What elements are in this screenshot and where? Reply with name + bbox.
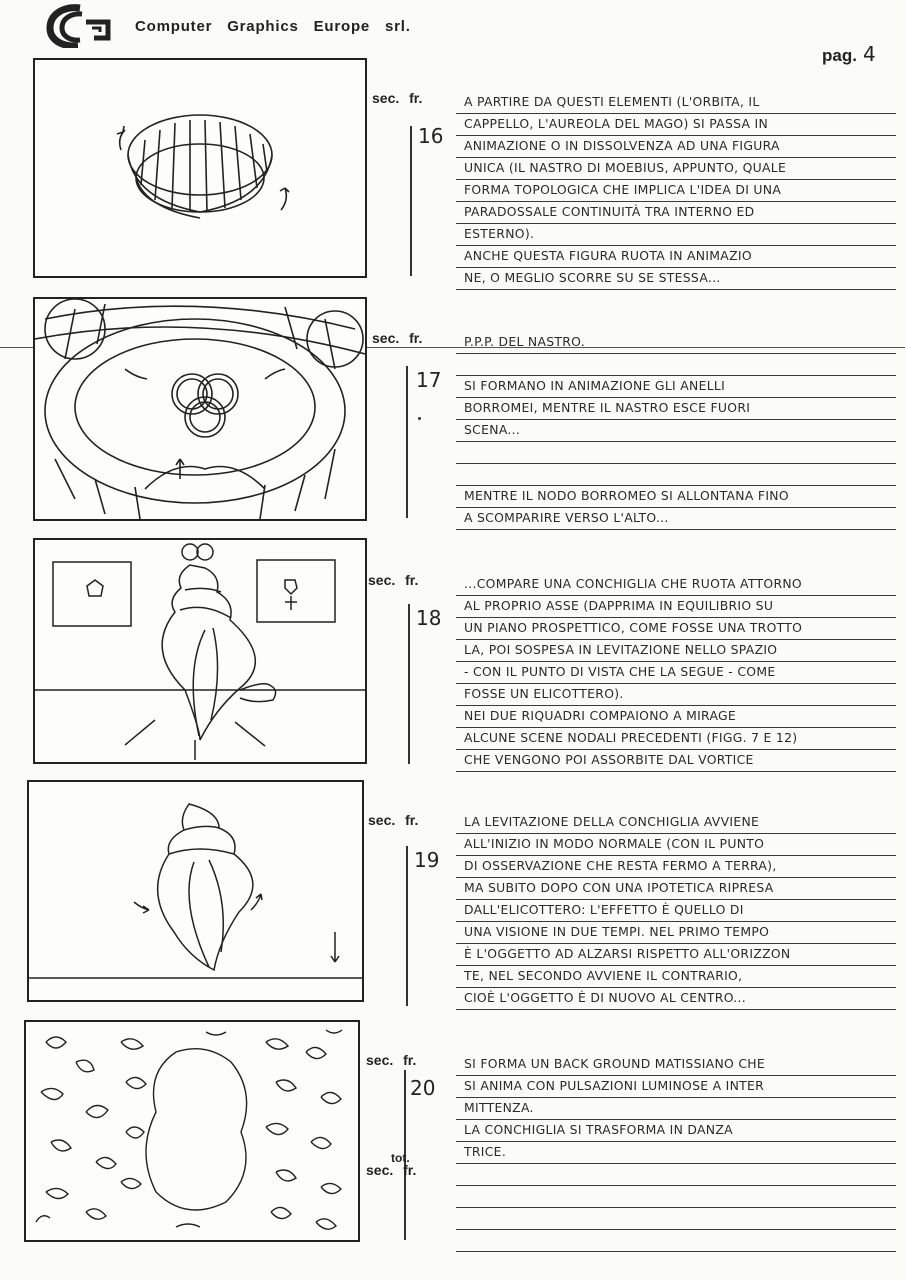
text-line — [456, 1186, 896, 1208]
shot-divider-16 — [410, 126, 412, 276]
text-line: ALL'INIZIO IN MODO NORMALE (CON IL PUNTO — [456, 834, 896, 856]
tot-sec-fr-label: sec. fr. — [366, 1162, 417, 1178]
text-line: MENTRE IL NODO BORROMEO SI ALLONTANA FINO — [456, 486, 896, 508]
storyboard-frame-16 — [33, 58, 367, 278]
storyboard-frame-18 — [33, 538, 367, 764]
sec-fr-label-19: sec. fr. — [368, 812, 419, 828]
text-line: LA, POI SOSPESA IN LEVITAZIONE NELLO SPAZIO — [456, 640, 896, 662]
text-line — [456, 1230, 896, 1252]
text-line: A PARTIRE DA QUESTI ELEMENTI (L'ORBITA, IL — [456, 92, 896, 114]
shot-number-19: 19 — [414, 848, 440, 872]
matisse-background-sketch — [26, 1022, 358, 1240]
text-line: ESTERNO). — [456, 224, 896, 246]
storyboard-frame-17 — [33, 297, 367, 521]
text-line: DALL'ELICOTTERO: L'EFFETTO È QUELLO DI — [456, 900, 896, 922]
text-line: CIOÈ L'OGGETTO È DI NUOVO AL CENTRO... — [456, 988, 896, 1010]
moebius-strip-sketch — [35, 60, 365, 276]
page-label: pag. — [822, 46, 857, 65]
shot-description-17 — [456, 332, 896, 530]
text-line: SI FORMA UN BACK GROUND MATISSIANO CHE — [456, 1054, 896, 1076]
shot-description-18 — [456, 574, 896, 772]
text-line — [456, 464, 896, 486]
text-line: CHE VENGONO POI ASSORBITE DAL VORTICE — [456, 750, 896, 772]
text-line: PARADOSSALE CONTINUITÀ TRA INTERNO ED — [456, 202, 896, 224]
text-line: LA CONCHIGLIA SI TRASFORMA IN DANZA — [456, 1120, 896, 1142]
text-line: FOSSE UN ELICOTTERO). — [456, 684, 896, 706]
text-line: A SCOMPARIRE VERSO L'ALTO... — [456, 508, 896, 530]
text-line: UN PIANO PROSPETTICO, COME FOSSE UNA TROTTO — [456, 618, 896, 640]
sec-fr-label-16: sec. fr. — [372, 90, 423, 106]
text-line — [456, 354, 896, 376]
text-line — [456, 1164, 896, 1186]
text-line: ALCUNE SCENE NODALI PRECEDENTI (FIGG. 7 E 12) — [456, 728, 896, 750]
text-line: CAPPELLO, L'AUREOLA DEL MAGO) SI PASSA IN — [456, 114, 896, 136]
storyboard-frame-19 — [27, 780, 364, 1002]
text-line: MA SUBITO DOPO CON UNA IPOTETICA RIPRESA — [456, 878, 896, 900]
levitating-shell-sketch — [29, 782, 362, 1000]
text-line: NE, O MEGLIO SCORRE SU SE STESSA... — [456, 268, 896, 290]
text-line: UNICA (IL NASTRO DI MOEBIUS, APPUNTO, QUALE — [456, 158, 896, 180]
company-logo — [42, 4, 120, 48]
shot-number-20: 20 — [410, 1076, 436, 1100]
borromean-rings-sketch — [35, 299, 365, 519]
text-line: È L'OGGETTO AD ALZARSI RISPETTO ALL'ORIZZON — [456, 944, 896, 966]
shell-with-frames-sketch — [35, 540, 365, 762]
tot-label: tot. — [391, 1151, 410, 1165]
shot-description-19 — [456, 812, 896, 1010]
sec-fr-label-17: sec. fr. — [372, 330, 423, 346]
text-line: ANCHE QUESTA FIGURA RUOTA IN ANIMAZIO — [456, 246, 896, 268]
text-line: AL PROPRIO ASSE (DAPPRIMA IN EQUILIBRIO SU — [456, 596, 896, 618]
margin-dot — [418, 417, 421, 420]
text-line: FORMA TOPOLOGICA CHE IMPLICA L'IDEA DI UNA — [456, 180, 896, 202]
text-line: SCENA... — [456, 420, 896, 442]
shot-divider-18 — [408, 604, 410, 764]
text-line: NEI DUE RIQUADRI COMPAIONO A MIRAGE — [456, 706, 896, 728]
text-line: LA LEVITAZIONE DELLA CONCHIGLIA AVVIENE — [456, 812, 896, 834]
text-line — [456, 442, 896, 464]
text-line: BORROMEI, MENTRE IL NASTRO ESCE FUORI — [456, 398, 896, 420]
shot-divider-17 — [406, 366, 408, 518]
text-line: TRICE. — [456, 1142, 896, 1164]
text-line: P.P.P. DEL NASTRO. — [456, 332, 896, 354]
page-number: 4 — [862, 42, 876, 66]
shot-number-16: 16 — [418, 124, 444, 148]
text-line: UNA VISIONE IN DUE TEMPI. NEL PRIMO TEMPO — [456, 922, 896, 944]
text-line: DI OSSERVAZIONE CHE RESTA FERMO A TERRA), — [456, 856, 896, 878]
text-line: TE, NEL SECONDO AVVIENE IL CONTRARIO, — [456, 966, 896, 988]
text-line: SI ANIMA CON PULSAZIONI LUMINOSE A INTER — [456, 1076, 896, 1098]
shot-divider-19 — [406, 846, 408, 1006]
text-line: MITTENZA. — [456, 1098, 896, 1120]
page-indicator — [822, 42, 876, 66]
company-name: Computer Graphics Europe srl. — [135, 18, 411, 35]
text-line: SI FORMANO IN ANIMAZIONE GLI ANELLI — [456, 376, 896, 398]
shot-description-16 — [456, 92, 896, 290]
sec-fr-label-18: sec. fr. — [368, 572, 419, 588]
text-line: ANIMAZIONE O IN DISSOLVENZA AD UNA FIGURA — [456, 136, 896, 158]
shot-number-17: 17 — [416, 368, 442, 392]
sec-fr-label-20: sec. fr. — [366, 1052, 417, 1068]
text-line: - CON IL PUNTO DI VISTA CHE LA SEGUE - COME — [456, 662, 896, 684]
shot-description-20 — [456, 1054, 896, 1252]
text-line: ...COMPARE UNA CONCHIGLIA CHE RUOTA ATTORNO — [456, 574, 896, 596]
text-line — [456, 1208, 896, 1230]
storyboard-frame-20 — [24, 1020, 360, 1242]
shot-number-18: 18 — [416, 606, 442, 630]
